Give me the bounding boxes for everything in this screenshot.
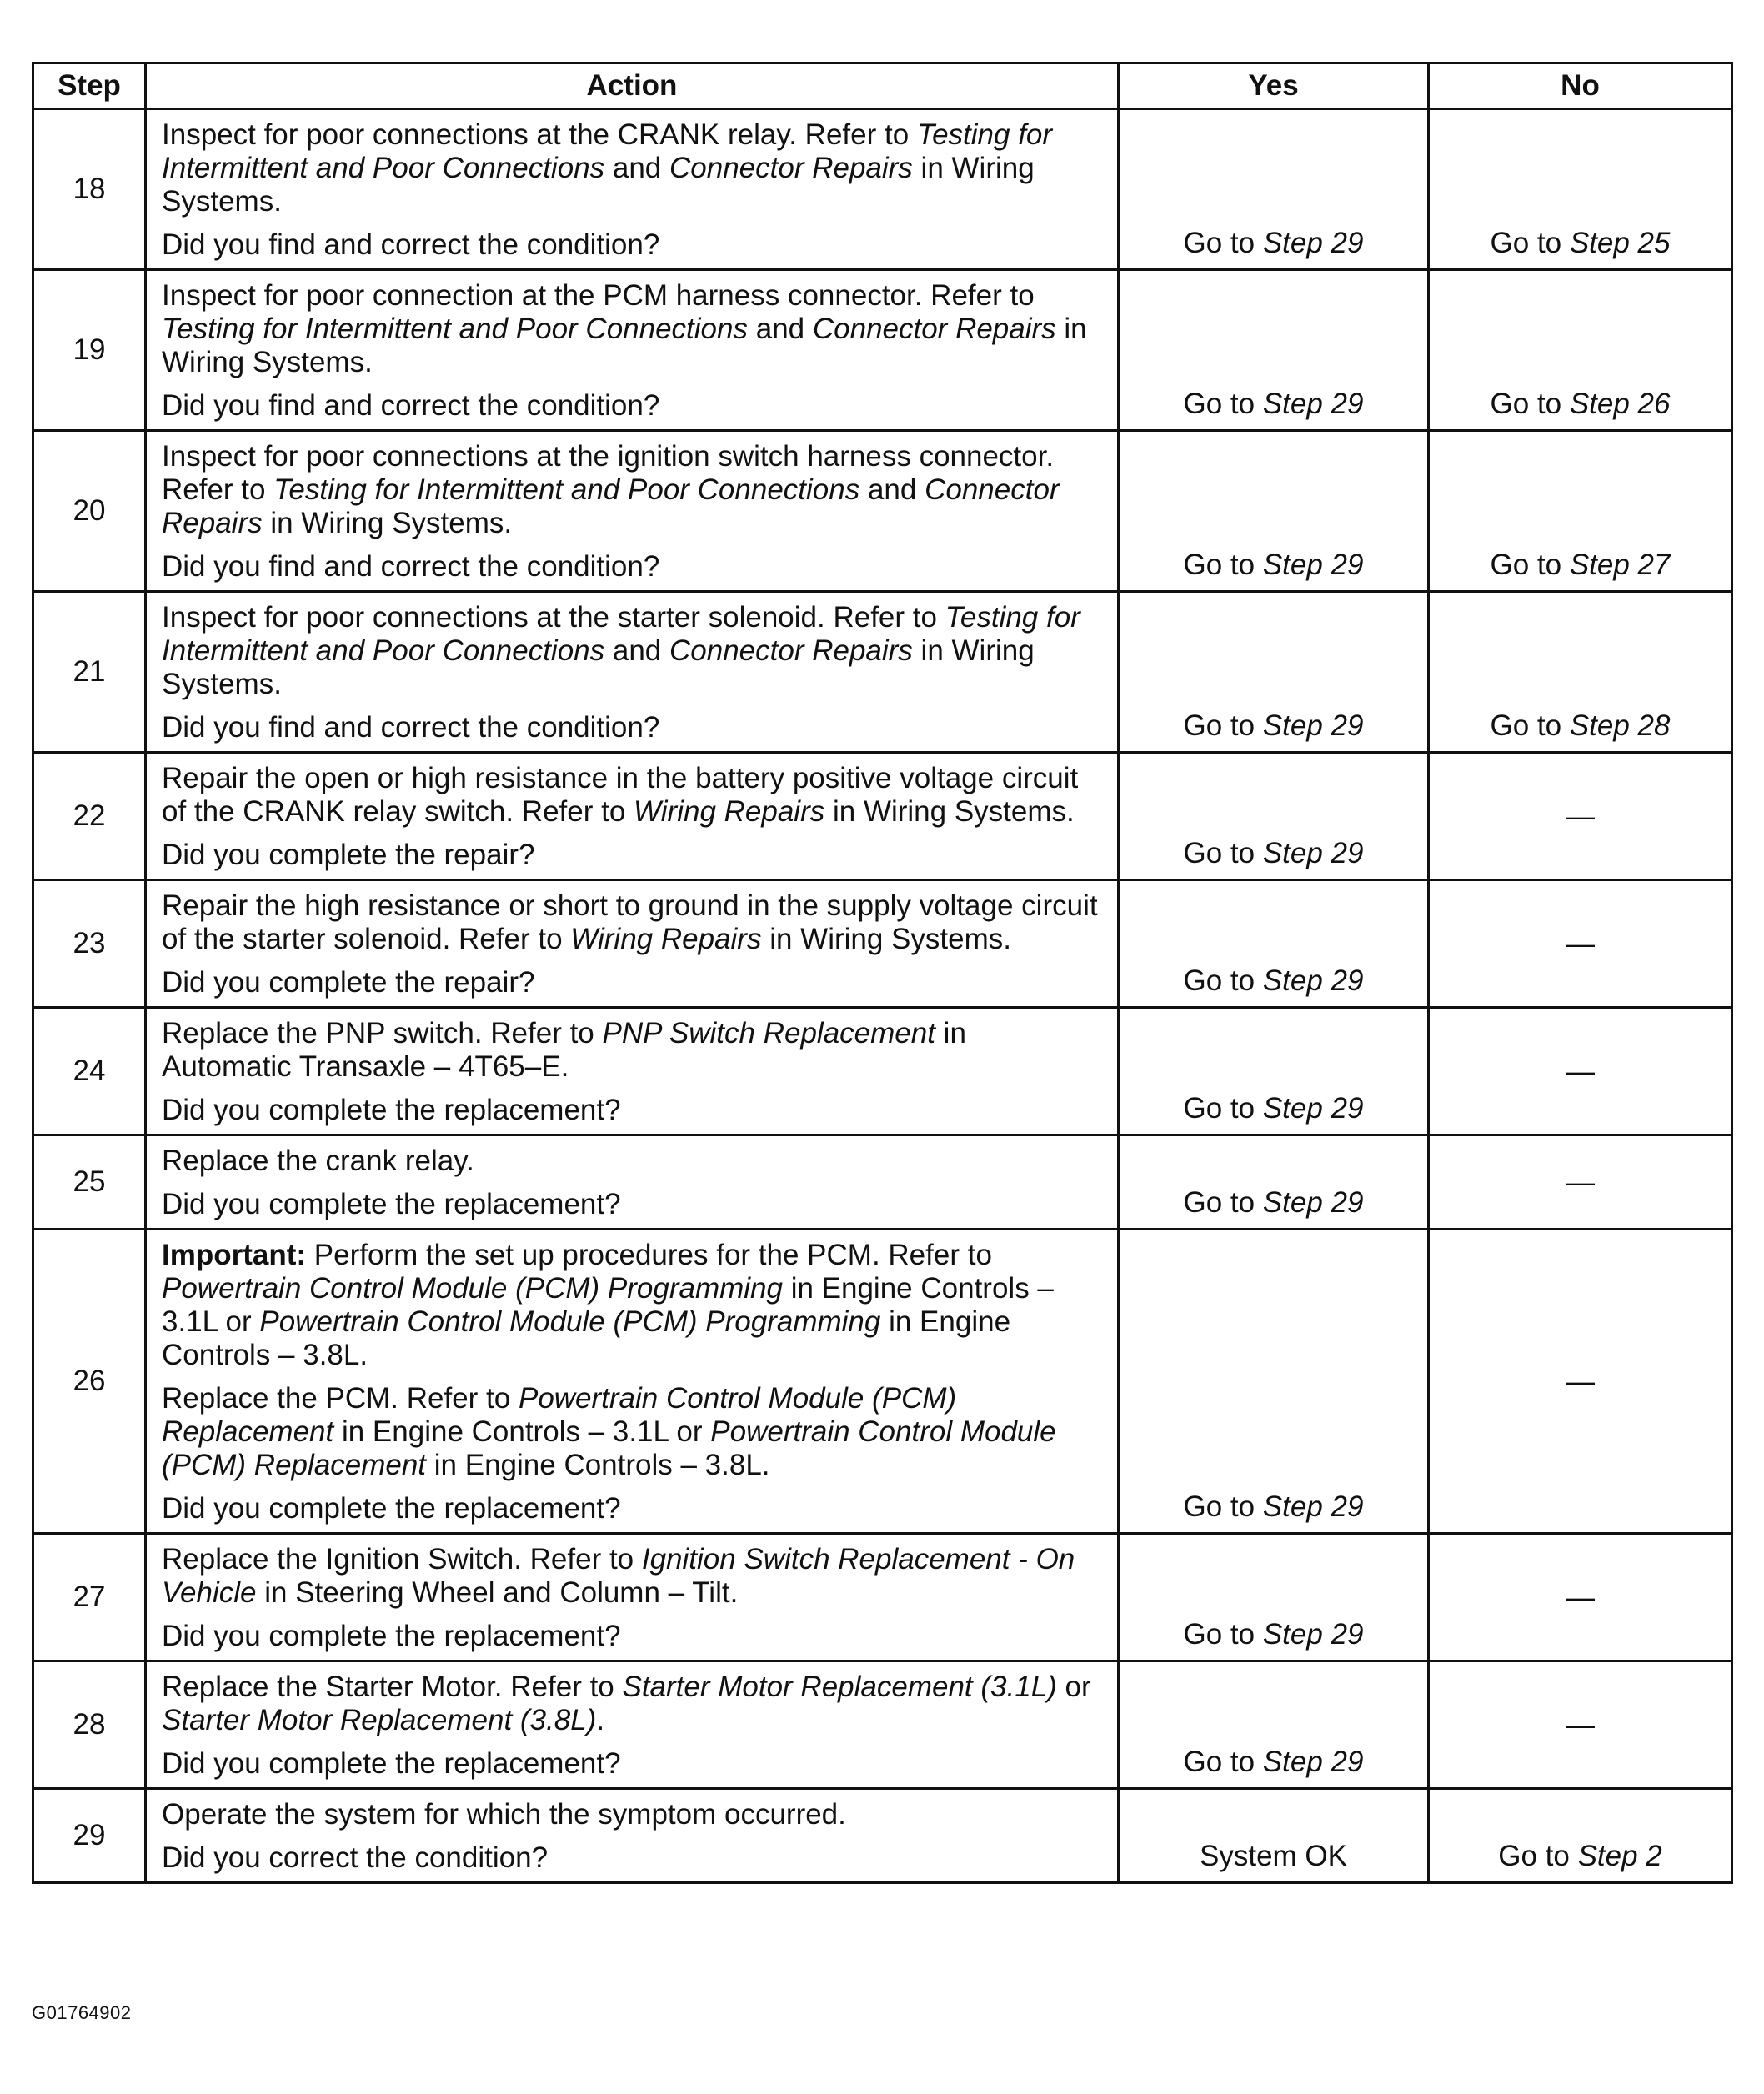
reference-title: Step 25 [1569,227,1671,259]
no-result [1429,431,1732,592]
yes-result [1119,431,1429,592]
action-cell [146,753,1119,880]
text-segment: Perform the set up procedures for the PCM. Refer to [306,1239,992,1271]
table-row [33,753,1732,880]
action-paragraph [162,601,1102,701]
reference-title: Testing for Intermittent and Poor Connections [273,473,860,506]
action-cell [146,1008,1119,1135]
table-row [33,109,1732,270]
text-segment: in Wiring Systems. [162,313,1087,378]
action-question: Did you correct the condition? [162,1841,549,1874]
reference-title: Step 29 [1262,837,1364,869]
step-number: 19 [33,270,146,431]
action-cell [146,1135,1119,1230]
reference-title: Step 2 [1577,1840,1662,1872]
text-segment: Go to [1183,964,1263,997]
reference-title: Step 26 [1569,388,1671,420]
text-segment: Go to [1183,837,1263,869]
text-segment: — [1566,928,1595,960]
action-cell [146,1789,1119,1883]
reference-title: Step 29 [1262,1746,1364,1778]
step-number: 25 [33,1135,146,1230]
reference-title: Starter Motor Replacement (3.8L) [162,1704,597,1736]
action-paragraph [162,1017,1102,1084]
reference-title: Testing for Intermittent and Poor Connections [162,118,1053,184]
text-segment: Go to [1490,388,1570,420]
text-segment: — [1566,1709,1595,1741]
text-segment: Go to [1490,709,1570,742]
step-number: 18 [33,109,146,270]
table-row [33,431,1732,592]
header-no: No [1429,63,1732,109]
text-segment: in Engine Controls – 3.8L. [426,1449,770,1481]
table-row [33,270,1732,431]
action-question: Did you complete the replacement? [162,1747,621,1780]
reference-title: Powertrain Control Module (PCM) Replacement [162,1382,957,1448]
step-number: 23 [33,880,146,1008]
yes-result [1119,1008,1429,1135]
text-segment: — [1566,1365,1595,1398]
text-segment: Go to [1183,549,1263,581]
action-cell [146,1230,1119,1534]
action-paragraph [162,118,1102,218]
text-segment: in Wiring Systems. [761,923,1011,955]
text-segment: Go to [1183,1746,1263,1778]
reference-title: Starter Motor Replacement (3.1L) [622,1671,1057,1703]
reference-title: Connector Repairs [812,313,1056,345]
action-cell [146,270,1119,431]
step-number: 26 [33,1230,146,1534]
text-segment: Go to [1183,1490,1263,1523]
header-step: Step [33,63,146,109]
text-segment: and [604,152,669,184]
step-number: 24 [33,1008,146,1135]
no-result [1429,109,1732,270]
text-segment: Go to [1498,1840,1578,1872]
yes-result [1119,880,1429,1008]
figure-id: G01764902 [32,2002,132,2023]
table-row [33,880,1732,1008]
reference-title: Powertrain Control Module (PCM) Replacement [162,1415,1056,1481]
table-row [33,1008,1732,1135]
reference-title: Testing for Intermittent and Poor Connections [162,313,748,345]
action-cell [146,431,1119,592]
reference-title: Wiring Repairs [634,795,825,828]
step-number: 27 [33,1534,146,1661]
no-result [1429,753,1732,880]
action-question: Did you find and correct the condition? [162,228,660,261]
action-paragraph [162,889,1102,956]
no-result [1429,1789,1732,1883]
text-segment: Replace the PNP switch. Refer to [162,1017,603,1050]
reference-title: Step 27 [1569,549,1671,581]
text-segment: Inspect for poor connections at the ignition switch harness connector. Refer to [162,440,1055,506]
no-result [1429,1135,1732,1230]
header-action: Action [146,63,1119,109]
yes-result [1119,592,1429,753]
yes-result [1119,1661,1429,1789]
text-segment: in Steering Wheel and Column – Tilt. [256,1576,739,1609]
action-paragraph [162,762,1102,829]
reference-title: Connector Repairs [162,473,1060,539]
text-segment: Repair the open or high resistance in the battery positive voltage circuit of the CRANK relay switch. Refer to [162,762,1079,828]
reference-title: Step 29 [1262,549,1364,581]
yes-result [1119,1534,1429,1661]
yes-result [1119,753,1429,880]
text-segment: Go to [1183,388,1263,420]
no-result [1429,270,1732,431]
action-paragraph [162,1382,1102,1482]
step-number: 21 [33,592,146,753]
text-segment: Go to [1183,1092,1263,1125]
yes-result [1119,1789,1429,1883]
text-segment: Inspect for poor connections at the CRANK relay. Refer to [162,118,917,151]
action-paragraph [162,440,1102,540]
text-segment: in Engine Controls – 3.1L or [162,1272,1054,1338]
text-segment: and [604,634,669,667]
reference-title: Connector Repairs [669,152,913,184]
reference-title: Step 29 [1262,1490,1364,1523]
text-segment: — [1566,1581,1595,1614]
no-result [1429,592,1732,753]
yes-result [1119,270,1429,431]
emphasis-label: Important: [162,1239,307,1271]
text-segment: in Engine Controls – 3.1L or [333,1415,711,1448]
text-segment: Go to [1183,1618,1263,1651]
text-segment: System OK [1200,1840,1347,1872]
text-segment: Replace the Ignition Switch. Refer to [162,1543,642,1576]
action-paragraph [162,1671,1102,1737]
action-question: Did you complete the repair? [162,839,535,871]
reference-title: PNP Switch Replacement [602,1017,935,1050]
text-segment: in Wiring Systems. [162,634,1035,700]
no-result [1429,1661,1732,1789]
action-question: Did you find and correct the condition? [162,389,660,422]
action-paragraph [162,279,1102,379]
text-segment: Go to [1490,227,1570,259]
action-question: Did you find and correct the condition? [162,711,660,744]
action-paragraph [162,1543,1102,1610]
action-question: Did you complete the replacement? [162,1492,621,1525]
action-paragraph [162,1239,1102,1372]
text-segment: Go to [1490,549,1570,581]
table-row [33,1789,1732,1883]
text-segment: Replace the Starter Motor. Refer to [162,1671,623,1703]
step-number: 28 [33,1661,146,1789]
action-cell [146,1534,1119,1661]
reference-title: Step 29 [1262,964,1364,997]
text-segment: Operate the system for which the symptom occurred. [162,1798,846,1831]
diagnostic-table [32,62,1733,1884]
action-question: Did you find and correct the condition? [162,550,660,583]
reference-title: Step 29 [1262,1092,1364,1125]
text-segment: Go to [1183,227,1263,259]
reference-title: Step 29 [1262,709,1364,742]
reference-title: Testing for Intermittent and Poor Connections [162,601,1080,667]
step-number: 29 [33,1789,146,1883]
reference-title: Ignition Switch Replacement - On Vehicle [162,1543,1075,1609]
action-cell [146,1661,1119,1789]
no-result [1429,1230,1732,1534]
table-row [33,1661,1732,1789]
text-segment: Go to [1183,709,1263,742]
action-cell [146,592,1119,753]
text-segment: — [1566,800,1595,833]
step-number: 20 [33,431,146,592]
action-cell [146,109,1119,270]
text-segment: and [859,473,925,506]
action-question: Did you complete the repair? [162,966,535,999]
yes-result [1119,1135,1429,1230]
reference-title: Step 29 [1262,1186,1364,1219]
reference-title: Step 29 [1262,227,1364,259]
reference-title: Step 29 [1262,1618,1364,1651]
header-yes: Yes [1119,63,1429,109]
table-body [33,109,1732,1883]
text-segment: Inspect for poor connection at the PCM harness connector. Refer to [162,279,1035,312]
action-paragraph [162,1145,1102,1178]
reference-title: Connector Repairs [669,634,913,667]
action-question: Did you complete the replacement? [162,1188,621,1220]
reference-title: Step 29 [1262,388,1364,420]
text-segment: or [1056,1671,1091,1703]
text-segment: Replace the crank relay. [162,1145,474,1177]
yes-result [1119,1230,1429,1534]
action-paragraph [162,1798,1102,1831]
table-row [33,1135,1732,1230]
text-segment: in Wiring Systems. [162,152,1035,218]
reference-title: Step 28 [1569,709,1671,742]
action-question: Did you complete the replacement? [162,1620,621,1652]
action-question: Did you complete the replacement? [162,1094,621,1126]
text-segment: in Automatic Transaxle – 4T65–E. [162,1017,966,1083]
text-segment: in Engine Controls – 3.8L. [162,1305,1011,1371]
no-result [1429,1008,1732,1135]
text-segment: . [596,1704,605,1736]
table-row [33,592,1732,753]
text-segment: and [748,313,813,345]
text-segment: — [1566,1166,1595,1199]
header-row [33,63,1732,109]
reference-title: Powertrain Control Module (PCM) Programming [162,1272,783,1305]
text-segment: in Wiring Systems. [824,795,1075,828]
table-row [33,1230,1732,1534]
text-segment: Go to [1183,1186,1263,1219]
text-segment: — [1566,1055,1595,1088]
reference-title: Wiring Repairs [570,923,762,955]
text-segment: in Wiring Systems. [262,507,513,539]
text-segment: Replace the PCM. Refer to [162,1382,519,1415]
text-segment: Inspect for poor connections at the starter solenoid. Refer to [162,601,945,634]
text-segment: Repair the high resistance or short to ground in the supply voltage circuit of the starter solenoid. Refer to [162,889,1098,955]
reference-title: Powertrain Control Module (PCM) Programming [259,1305,881,1338]
yes-result [1119,109,1429,270]
no-result [1429,880,1732,1008]
step-number: 22 [33,753,146,880]
table-row [33,1534,1732,1661]
action-cell [146,880,1119,1008]
no-result [1429,1534,1732,1661]
